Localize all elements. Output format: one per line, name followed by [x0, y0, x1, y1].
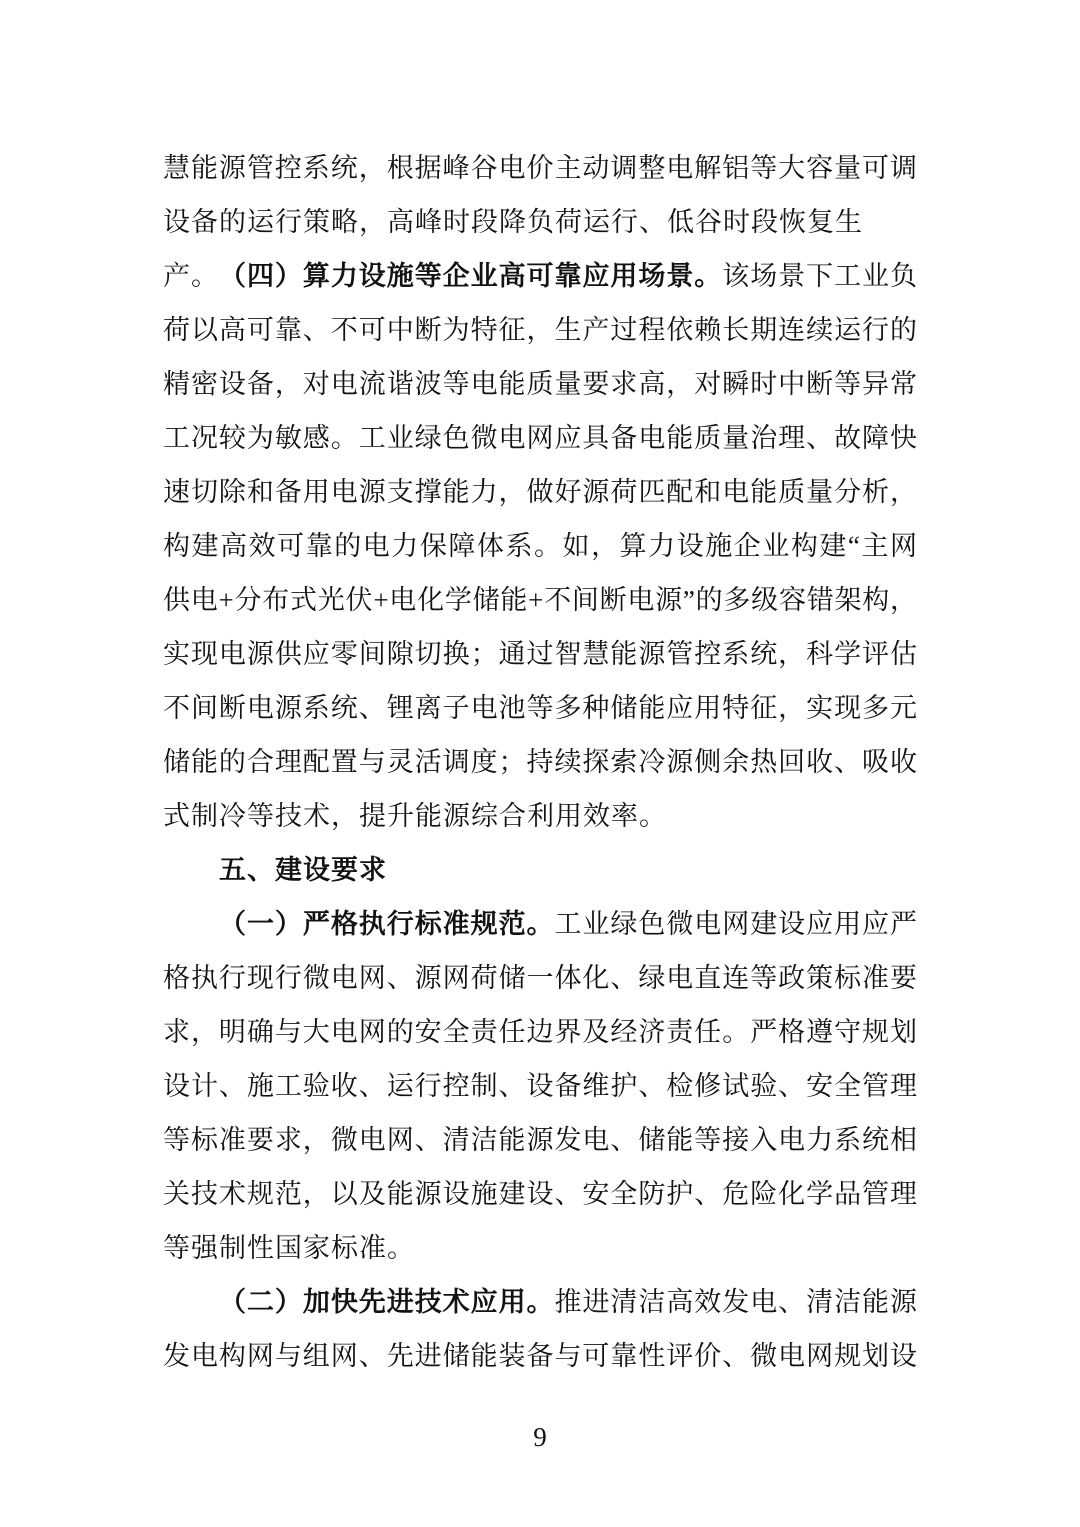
- text-line: [163, 357, 917, 411]
- text-line: [163, 519, 917, 573]
- body-text: 不间断电源系统、锂离子电池等多种储能应用特征，实现多元: [163, 693, 917, 723]
- text-line: [163, 951, 917, 1005]
- heading-text: 五、建设要求: [219, 855, 387, 885]
- body-text: 实现电源供应零间隙切换；通过智慧能源管控系统，科学评估: [163, 639, 917, 669]
- text-line: [163, 411, 917, 465]
- body-text: 格执行现行微电网、源网荷储一体化、绿电直连等政策标准要: [163, 963, 917, 993]
- body-text: 发电构网与组网、先进储能装备与可靠性评价、微电网规划设: [163, 1341, 917, 1371]
- text-line: [163, 1329, 917, 1383]
- text-line: [163, 627, 917, 681]
- body-text: 精密设备，对电流谐波等电能质量要求高，对瞬时中断等异常: [163, 369, 917, 399]
- text-line: [163, 465, 917, 519]
- body-text: 供电+分布式光伏+电化学储能+不间断电源”的多级容错架构，: [163, 585, 917, 615]
- body-text: 慧能源管控系统，根据峰谷电价主动调整电解铝等大容量可调: [163, 153, 917, 183]
- body-text: 等标准要求，微电网、清洁能源发电、储能等接入电力系统相: [163, 1125, 917, 1155]
- text-line: [163, 1221, 917, 1275]
- document-body: [163, 141, 917, 1383]
- text-line: [163, 1113, 917, 1167]
- body-text: 关技术规范，以及能源设施建设、安全防护、危险化学品管理: [163, 1179, 917, 1209]
- section-heading: [163, 843, 917, 897]
- text-line: [163, 1005, 917, 1059]
- text-line: [163, 681, 917, 735]
- text-line: [163, 897, 917, 951]
- emphasis-text: （二）加快先进技术应用。: [219, 1287, 555, 1317]
- text-line: [163, 789, 917, 843]
- text-line: [163, 1275, 917, 1329]
- body-text: 储能的合理配置与灵活调度；持续探索冷源侧余热回收、吸收: [163, 747, 917, 777]
- body-text: 设计、施工验收、运行控制、设备维护、检修试验、安全管理: [163, 1071, 917, 1101]
- body-text: 工业绿色微电网建设应用应严: [554, 909, 917, 939]
- page-number: 9: [533, 1422, 547, 1452]
- body-text: 式制冷等技术，提升能源综合利用效率。: [163, 801, 667, 831]
- body-text: 工况较为敏感。工业绿色微电网应具备电能质量治理、故障快: [163, 423, 917, 453]
- body-text: 求，明确与大电网的安全责任边界及经济责任。严格遵守规划: [163, 1017, 917, 1047]
- emphasis-text: （四）算力设施等企业高可靠应用场景。: [219, 261, 723, 291]
- text-line: [163, 573, 917, 627]
- body-text: 设备的运行策略，高峰时段降负荷运行、低谷时段恢复生产。: [163, 207, 863, 291]
- text-line: [163, 1167, 917, 1221]
- text-line: [163, 303, 917, 357]
- body-text: 等强制性国家标准。: [163, 1233, 415, 1263]
- text-line: [163, 249, 917, 303]
- text-line: [163, 735, 917, 789]
- body-text: 速切除和备用电源支撑能力，做好源荷匹配和电能质量分析，: [163, 477, 917, 507]
- body-text: 构建高效可靠的电力保障体系。如，算力设施企业构建“主网: [163, 531, 917, 561]
- body-text: 推进清洁高效发电、清洁能源: [554, 1287, 917, 1317]
- body-text: 该场景下工业负: [722, 261, 917, 291]
- text-line: [163, 141, 917, 195]
- body-text: 荷以高可靠、不可中断为特征，生产过程依赖长期连续运行的: [163, 315, 917, 345]
- emphasis-text: （一）严格执行标准规范。: [219, 909, 555, 939]
- text-line: [163, 1059, 917, 1113]
